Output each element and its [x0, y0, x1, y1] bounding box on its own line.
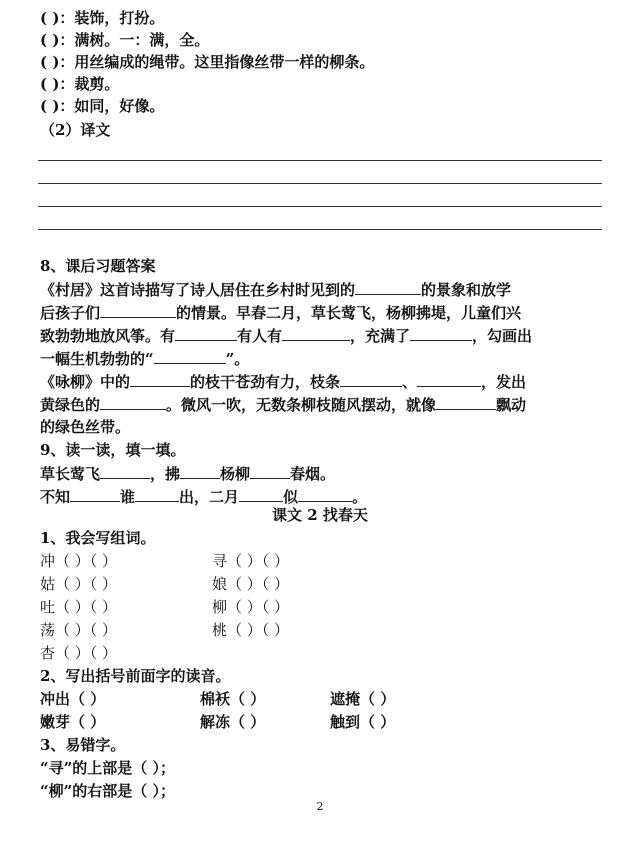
pinyin-item[interactable]: 触到（ ）: [330, 713, 396, 731]
fill-blank[interactable]: [282, 325, 350, 341]
translation-heading: （2）译文: [40, 121, 111, 139]
fill-blank[interactable]: [180, 463, 220, 479]
fill-blank[interactable]: [417, 371, 481, 387]
fill-blank[interactable]: [135, 486, 179, 502]
pinyin-item[interactable]: 嫩芽（ ）: [40, 713, 106, 731]
fill-blank[interactable]: [410, 325, 472, 341]
fill-blank[interactable]: [100, 394, 166, 410]
fill-blank[interactable]: [175, 325, 237, 341]
lesson-title: 课文 2 找春天: [272, 506, 368, 524]
writing-line[interactable]: [38, 229, 602, 230]
q9-line: 草长莺飞 ，拂 杨柳 春烟。: [40, 465, 336, 483]
fill-blank[interactable]: [130, 371, 190, 387]
s1-heading: 1、我会写组词。: [40, 529, 156, 547]
q8-line: 黄绿色的 。微风一吹，无数条柳枝随风摆动，就像 飘动: [40, 396, 527, 414]
s3-heading: 3、易错字。: [40, 736, 126, 754]
glossary-line: ( )：用丝编成的绳带。这里指像丝带一样的柳条。: [40, 53, 375, 71]
glossary-line: ( )：如同，好像。: [40, 97, 165, 115]
fill-blank[interactable]: [100, 302, 176, 318]
q8-heading: 8、课后习题答案: [40, 257, 156, 275]
q8-line: 《咏柳》中的 的枝干苍劲有力，枝条 、 ，发出: [40, 373, 527, 391]
q8-line: 的绿色丝带。: [40, 418, 131, 436]
fill-blank[interactable]: [239, 486, 283, 502]
pinyin-item[interactable]: 遮掩（ ）: [330, 690, 396, 708]
writing-line[interactable]: [38, 206, 602, 207]
word-item[interactable]: 杏（ ）（ ）: [40, 644, 118, 662]
pinyin-item[interactable]: 冲出（ ）: [40, 690, 106, 708]
word-item[interactable]: 桃（ ）（ ）: [212, 621, 290, 639]
s3-line[interactable]: “寻”的上部是（ ）；: [40, 759, 175, 777]
writing-line[interactable]: [38, 160, 602, 161]
fill-blank[interactable]: [436, 394, 496, 410]
q9-heading: 9、读一读，填一填。: [40, 441, 186, 459]
glossary-line: ( )：裁剪。: [40, 75, 120, 93]
glossary-line: ( )：满树。一：满，全。: [40, 31, 210, 49]
fill-blank[interactable]: [355, 279, 421, 295]
s3-line[interactable]: “柳”的右部是（ ）；: [40, 782, 175, 800]
word-item[interactable]: 娘（ ）（ ）: [212, 575, 290, 593]
s2-heading: 2、写出括号前面字的读音。: [40, 667, 231, 685]
q8-line: 后孩子们 的情景。早春二月，草长莺飞，杨柳拂堤，儿童们兴: [40, 304, 522, 322]
fill-blank[interactable]: [250, 463, 290, 479]
fill-blank[interactable]: [340, 371, 402, 387]
fill-blank[interactable]: [100, 463, 150, 479]
pinyin-item[interactable]: 棉袄（ ）: [200, 690, 266, 708]
q8-line: 一幅生机勃勃的“ ”。: [40, 350, 250, 368]
word-item[interactable]: 姑（ ）（ ）: [40, 575, 118, 593]
word-item[interactable]: 荡（ ）（ ）: [40, 621, 118, 639]
q9-line: 不知 谁 出，二月 似 。: [40, 488, 368, 506]
fill-blank[interactable]: [154, 348, 226, 364]
glossary-line: ( )：装饰，打扮。: [40, 9, 165, 27]
q8-line: 《村居》这首诗描写了诗人居住在乡村时见到的 的景象和放学: [40, 281, 512, 299]
writing-line[interactable]: [38, 183, 602, 184]
fill-blank[interactable]: [298, 486, 352, 502]
pinyin-item[interactable]: 解冻（ ）: [200, 713, 266, 731]
fill-blank[interactable]: [70, 486, 120, 502]
word-item[interactable]: 寻（ ）（ ）: [212, 552, 290, 570]
word-item[interactable]: 柳（ ）（ ）: [212, 598, 290, 616]
word-item[interactable]: 吐（ ）（ ）: [40, 598, 118, 616]
word-item[interactable]: 冲（ ）（ ）: [40, 552, 118, 570]
page-number: 2: [316, 800, 324, 813]
q8-line: 致勃勃地放风筝。有 有人有 ，充满了 ，勾画出: [40, 327, 533, 345]
